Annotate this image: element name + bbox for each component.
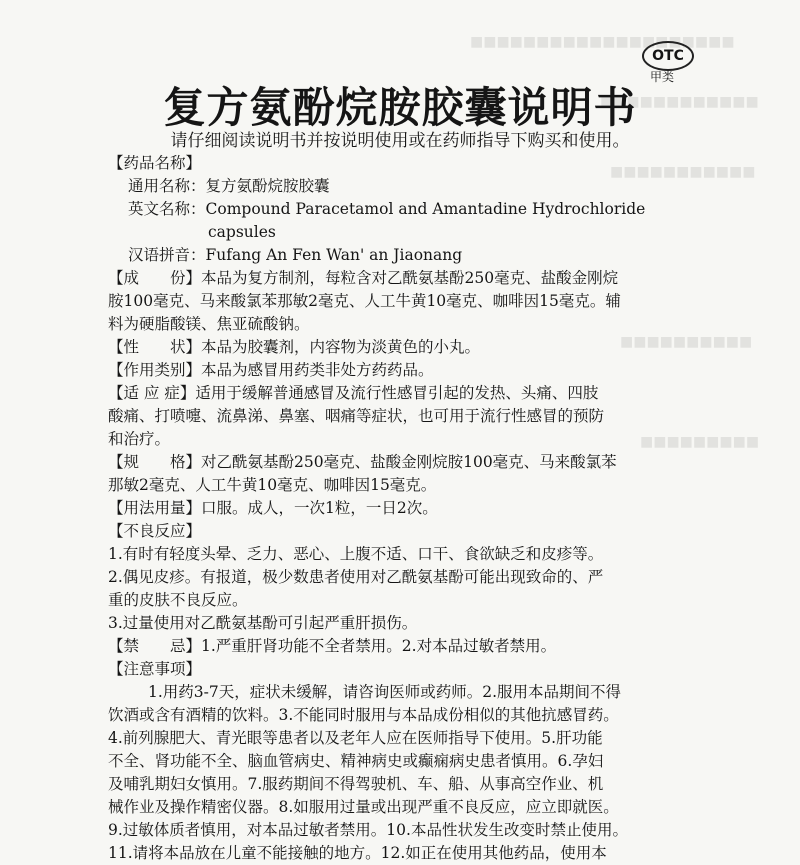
precautions-line-6: 械作业及操作精密仪器。8.如服用过量或出现严重不良反应，应立即就医。 — [108, 798, 619, 816]
appearance-text: 本品为胶囊剂，内容物为淡黄色的小丸。 — [201, 338, 481, 356]
precautions-line-4: 不全、肾功能不全、脑血管病史、精神病史或癫痫病史患者慎用。6.孕妇 — [108, 752, 604, 770]
specification-text-2: 那敏2毫克、人工牛黄10毫克、咖啡因15毫克。 — [108, 476, 437, 494]
show-through-text: ■■■■■■■■■■■■ — [600, 94, 759, 110]
adverse-item-2-cont: 重的皮肤不良反应。 — [108, 591, 248, 609]
indications-text-2: 酸痛、打喷嚏、流鼻涕、鼻塞、咽痛等症状，也可用于流行性感冒的预防 — [108, 407, 605, 425]
indications-row — [108, 382, 688, 405]
leaflet-body — [108, 152, 688, 865]
document-title: 复方氨酚烷胺胶囊说明书 — [163, 83, 637, 132]
section-header-precautions: 【注意事项】 — [108, 660, 202, 678]
common-name-label: 通用名称： — [128, 177, 206, 195]
show-through-text: ■■■■■■■■■ — [640, 434, 760, 450]
indications-text-1: 适用于缓解普通感冒及流行性感冒引起的发热、头痛、四肢 — [195, 384, 599, 402]
adverse-item-2: 2.偶见皮疹。有报道，极少数患者使用对乙酰氨基酚可能出现致命的、严 — [108, 568, 604, 586]
pinyin-label: 汉语拼音： — [128, 246, 206, 264]
ingredients-text-1: 本品为复方制剂，每粒含对乙酰氨基酚250毫克、盐酸金刚烷 — [201, 269, 619, 287]
specification-text-1: 对乙酰氨基酚250毫克、盐酸金刚烷胺100毫克、马来酸氯苯 — [201, 453, 617, 471]
section-header-indications: 【适 应 症】 — [108, 384, 196, 402]
precautions-line-7: 9.过敏体质者慎用，对本品过敏者禁用。10.本品性状发生改变时禁止使用。 — [108, 821, 628, 839]
section-header-adverse: 【不良反应】 — [108, 522, 202, 540]
section-header-dosage: 【用法用量】 — [108, 499, 202, 517]
section-header-drug-name: 【药品名称】 — [108, 154, 202, 172]
section-header-ingredients: 【成 份】 — [108, 269, 202, 287]
show-through-text: ■■■■■■■■■■■ — [610, 164, 756, 180]
indications-text-3: 和治疗。 — [108, 430, 171, 448]
dosage-text: 口服。成人，一次1粒，一日2次。 — [201, 499, 438, 517]
common-name-value: 复方氨酚烷胺胶囊 — [205, 177, 330, 195]
adverse-item-3: 3.过量使用对乙酰氨基酚可引起严重肝损伤。 — [108, 614, 418, 632]
section-header-contra: 【禁 忌】 — [108, 637, 202, 655]
show-through-text: ■■■■■■■■■■ — [620, 334, 753, 350]
otc-badge: OTC — [642, 41, 694, 71]
pinyin-value: Fufang An Fen Wan' an Jiaonang — [205, 246, 463, 264]
precautions-line-2: 饮酒或含有酒精的饮料。3.不能同时服用与本品成份相似的其他抗感冒药。 — [108, 706, 619, 724]
otc-category: 甲类 — [650, 70, 675, 84]
precautions-line-8: 11.请将本品放在儿童不能接触的地方。12.如正在使用其他药品，使用本 — [108, 844, 607, 862]
section-header-category: 【作用类别】 — [108, 361, 202, 379]
contra-row — [108, 635, 688, 658]
pinyin-row — [108, 244, 688, 267]
english-name-row — [108, 198, 688, 221]
document-subtitle: 请仔细阅读说明书并按说明使用或在药师指导下购买和使用。 — [170, 131, 630, 151]
ingredients-text-3: 料为硬脂酸镁、焦亚硫酸钠。 — [108, 315, 310, 333]
adverse-item-1: 1.有时有轻度头晕、乏力、恶心、上腹不适、口干、食欲缺乏和皮疹等。 — [108, 545, 604, 563]
dosage-row — [108, 497, 688, 520]
english-name-value-cont: capsules — [208, 223, 276, 241]
precautions-line-1: 1.用药3-7天，症状未缓解，请咨询医师或药师。2.服用本品期间不得 — [148, 683, 622, 701]
show-through-text: ■■■■■■■■■■■■■■■■■■■■ — [470, 34, 735, 50]
appearance-row — [108, 336, 688, 359]
ingredients-row — [108, 267, 688, 290]
category-row — [108, 359, 688, 382]
english-name-label: 英文名称： — [128, 200, 206, 218]
category-text: 本品为感冒用药类非处方药药品。 — [201, 361, 434, 379]
section-header-appearance: 【性 状】 — [108, 338, 202, 356]
precautions-line-3: 4.前列腺肥大、青光眼等患者以及老年人应在医师指导下使用。5.肝功能 — [108, 729, 603, 747]
ingredients-text-2: 胺100毫克、马来酸氯苯那敏2毫克、人工牛黄10毫克、咖啡因15毫克。辅 — [108, 292, 621, 310]
common-name-row — [108, 175, 688, 198]
contra-text: 1.严重肝肾功能不全者禁用。2.对本品过敏者禁用。 — [201, 637, 557, 655]
section-header-specification: 【规 格】 — [108, 453, 202, 471]
english-name-value: Compound Paracetamol and Amantadine Hydrochloride — [205, 200, 646, 218]
precautions-line-5: 及哺乳期妇女慎用。7.服药期间不得驾驶机、车、船、从事高空作业、机 — [108, 775, 604, 793]
specification-row — [108, 451, 688, 474]
